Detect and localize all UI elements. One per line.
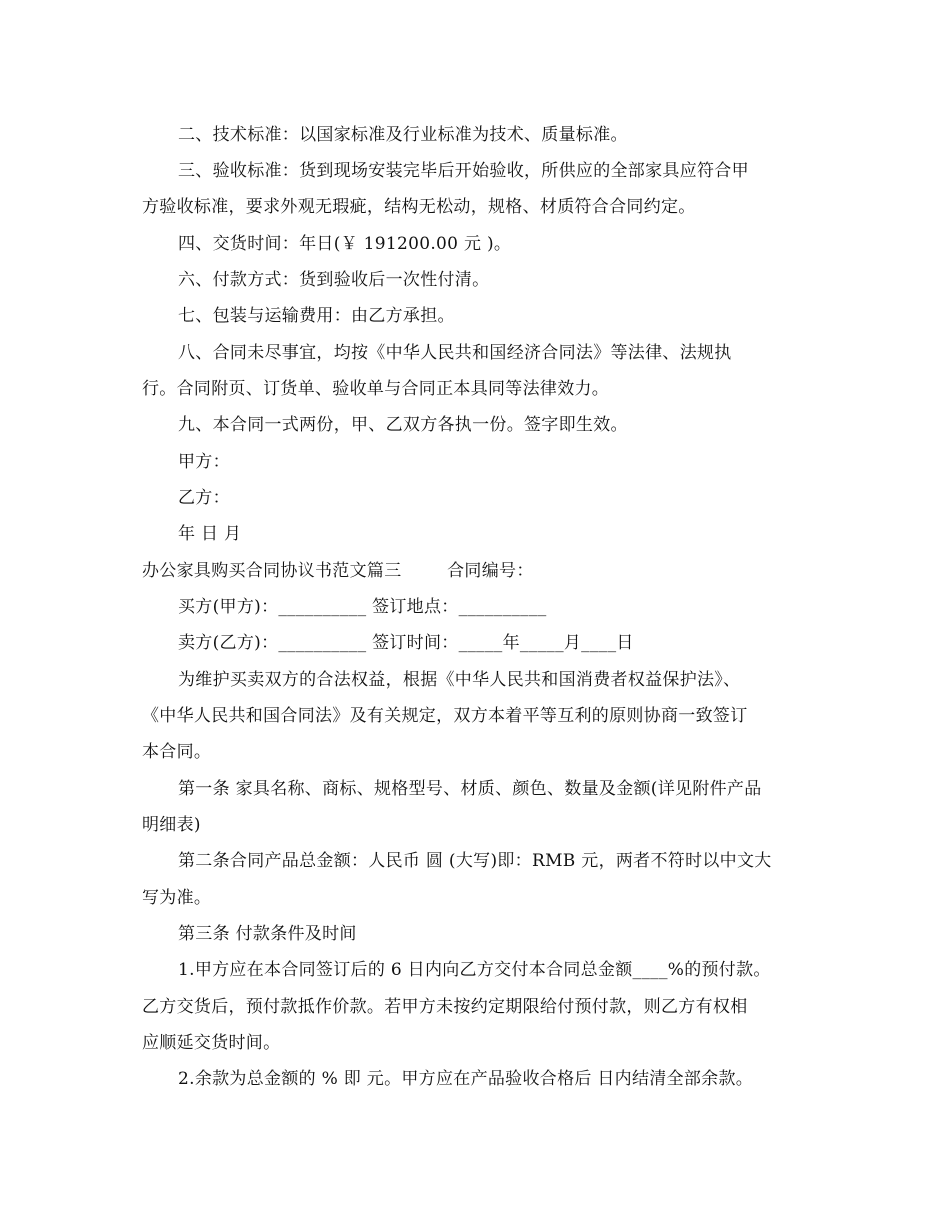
text-line-acceptance-standard-cont: 方验收标准，要求外观无瑕疵，结构无松动，规格、材质符合合同约定。 xyxy=(142,197,696,217)
text-line-delivery-time: 四、交货时间：年日(￥ 191200.00 元 )。 xyxy=(178,234,512,254)
text-line-unspecified-matters-cont: 行。合同附页、订货单、验收单与合同正本具同等法律效力。 xyxy=(142,379,610,399)
text-line-article-two-cont: 写为准。 xyxy=(142,888,212,908)
text-line-party-b: 乙方： xyxy=(178,488,230,508)
text-line-prepayment: 1.甲方应在本合同签订后的 6 日内向乙方交付本合同总金额____%的预付款。 xyxy=(178,960,771,980)
text-line-prepayment-cont: 乙方交货后，预付款抵作价款。若甲方未按约定期限给付预付款，则乙方有权相 xyxy=(142,997,748,1017)
text-line-technical-standard: 二、技术标准：以国家标准及行业标准为技术、质量标准。 xyxy=(178,125,628,145)
text-line-acceptance-standard: 三、验收标准：货到现场安装完毕后开始验收，所供应的全部家具应符合甲 xyxy=(178,161,749,181)
text-line-purpose: 为维护买卖双方的合法权益，根据《中华人民共和国消费者权益保护法》、 xyxy=(178,670,741,690)
text-line-date: 年 日 月 xyxy=(178,524,242,544)
text-line-article-one: 第一条 家具名称、商标、规格型号、材质、颜色、数量及金额(详见附件产品 xyxy=(178,779,762,799)
text-line-article-two: 第二条合同产品总金额：人民币 圆 (大写)即：RMB 元，两者不符时以中文大 xyxy=(178,851,772,871)
text-line-purpose-end: 本合同。 xyxy=(142,742,212,762)
text-line-balance: 2.余款为总金额的 % 即 元。甲方应在产品验收合格后 日内结清全部余款。 xyxy=(178,1069,754,1089)
text-line-purpose-cont: 《中华人民共和国合同法》及有关规定，双方本着平等互利的原则协商一致签订 xyxy=(142,706,748,726)
text-line-unspecified-matters: 八、合同未尽事宜，均按《中华人民共和国经济合同法》等法律、法规执 xyxy=(178,343,732,363)
text-line-article-three: 第三条 付款条件及时间 xyxy=(178,924,357,944)
text-line-packaging-transport: 七、包装与运输费用：由乙方承担。 xyxy=(178,306,455,326)
text-line-seller: 卖方(乙方)：__________ 签订时间：_____年_____月____日 xyxy=(178,633,634,653)
text-line-copies: 九、本合同一式两份，甲、乙双方各执一份。签字即生效。 xyxy=(178,415,628,435)
text-line-buyer: 买方(甲方)：__________ 签订地点：__________ xyxy=(178,597,547,617)
text-line-article-one-cont: 明细表) xyxy=(142,815,201,835)
text-line-payment-method: 六、付款方式：货到验收后一次性付清。 xyxy=(178,270,490,290)
section-title-contract-three: 办公家具购买合同协议书范文篇三 合同编号： xyxy=(142,561,534,581)
text-line-party-a: 甲方： xyxy=(178,452,230,472)
text-line-prepayment-end: 应顺延交货时间。 xyxy=(142,1033,281,1053)
